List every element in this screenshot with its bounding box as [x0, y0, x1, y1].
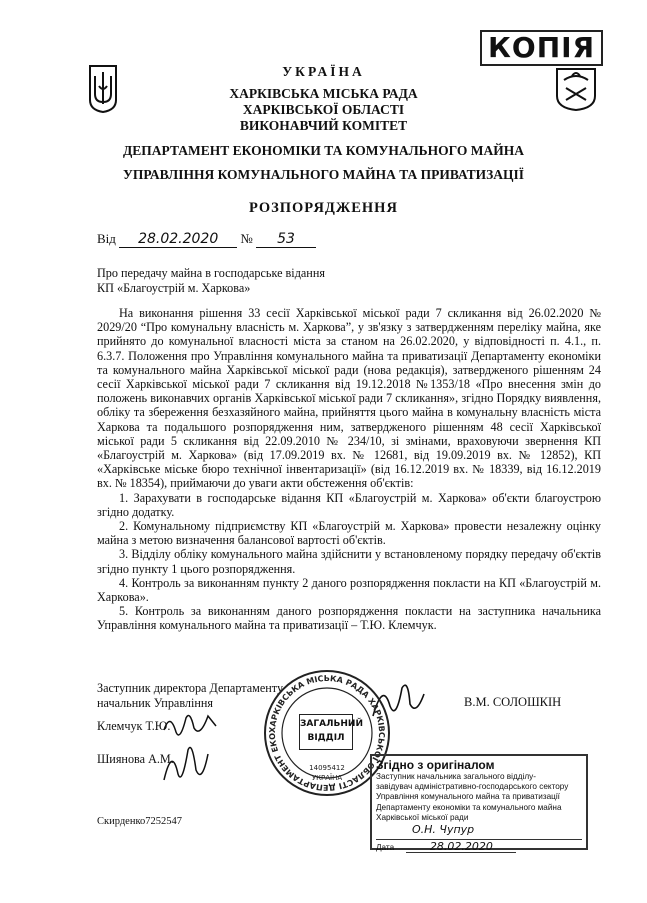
item-2: 2. Комунальному підприємству КП «Благоустрій м. Харкова» провести незалежну оцінку майна з метою визначення балансової вартості об'єктів. [97, 519, 601, 548]
approval-stamp-line4: Департаменту економіки та комунального майна [376, 802, 562, 812]
approval-stamp-line2: завідувач адміністративно-господарського сектору [376, 782, 569, 792]
approval-stamp-date-row [376, 842, 582, 853]
approver-1: Клемчук Т.Ю. [97, 719, 171, 733]
subject-line2: КП «Благоустрій м. Харкова» [97, 281, 251, 295]
approver-2: Шиянова А.М. [97, 752, 174, 766]
approval-stamp-signature: О.Н. Чупур [412, 823, 475, 837]
signer-name: В.М. СОЛОШКІН [464, 695, 562, 709]
item-4: 4. Контроль за виконанням пункту 2 даного розпорядження покласти на КП «Благоустрій м. Харкова». [97, 575, 601, 605]
council-line3: ВИКОНАВЧИЙ КОМІТЕТ [239, 118, 408, 133]
intro-paragraph: На виконання рішення 33 сесії Харківської міської ради 7 скликання від 26.02.2020 № 2029/20 “Про комунальну власність м. Харкова”, у зв'язку з затвердженням переліку майна, яке прийнято до комунальної власності міста за станом на 26.02.2020, у відповідності п. 4.1., п. 6.3.7. Положення про Управління комунального майна та приватизації Департаменту економіки та комунального майна Харківської міської ради (нова редакція), затвердженого рішенням 24 сесії Харківської міської ради 7 скликання від 19.12.2018 №1353/18 «Про внесення змін до положень виконавчих органів Харківської міської ради 7 скликання», згідно Порядку виявлення, обліку та збереження безхазяйного майна, прийняття цього майна в комунальну власність міста Харкова та подальшого розпорядження ним, затвердженого рішенням 48 сесії Харківської міської ради 5 скликання від 22.09.2010 № 234/10, зі змінами, враховуючи звернення КП «Благоустрій м. Харкова» (від 17.09.2019 вх. № 12681, від 19.09.2019 вх. № 12852), КП «Харківське міське бюро технічної інвентаризації» (від 16.12.2019 вх. № 18339, від 16.12.2019 вх. № 18354), приймаючи до уваги акти обстеження об'єктів: [97, 306, 601, 491]
number-value: 53 [256, 231, 316, 248]
approval-stamp-line3: Управління комунального майна та приватизації [376, 792, 560, 802]
date-line [97, 231, 316, 248]
subject-line1: Про передачу майна в господарське відання [97, 266, 325, 280]
subject [97, 266, 325, 296]
document-body [97, 306, 601, 633]
approver-2-signature [158, 740, 212, 788]
seal-bottom: УКРАЇНА [311, 774, 343, 782]
signer-position [97, 681, 283, 711]
council-line1: ХАРКІВСЬКА МІСЬКА РАДА [229, 86, 418, 101]
item-3: 3. Відділу обліку комунального майна здійснити у встановленому порядку передачу об'єктів згідно пункту 1 цього розпорядження. [97, 547, 601, 576]
approval-stamp [370, 754, 588, 854]
approval-stamp-line5: Харківської міської ради [376, 812, 469, 822]
approval-stamp-title: Згідно з оригіналом [376, 758, 495, 772]
number-label: № [240, 231, 253, 246]
approver-1-signature [160, 708, 220, 744]
signer-position-line1: Заступник директора Департаменту [97, 681, 284, 695]
date-from-label: Від [97, 231, 116, 246]
seal-ring-text: ХАРКІВСЬКА МІСЬКА РАДА ХАРКІВСЬКОЇ ОБЛАСТІ ДЕПАРТАМЕНТ ЕКО [267, 673, 387, 793]
executor-line: Скирденко7252547 [97, 816, 183, 827]
item-5: 5. Контроль за виконанням даного розпорядження покласти на заступника начальника Управління комунального майна та приватизації – Т.Ю. Клемчук. [97, 604, 601, 633]
seal-center-box [299, 714, 363, 750]
seal-center-line2: ВІДДІЛ [307, 733, 345, 743]
council-line2: ХАРКІВСЬКОЇ ОБЛАСТІ [242, 102, 405, 117]
item-1: 1. Зарахувати в господарське відання КП «Благоустрій м. Харкова» об'єкти благоустрою згідно додатку. [97, 490, 601, 519]
approval-stamp-signature-row [376, 825, 582, 840]
approval-stamp-line1: Заступник начальника загального відділу- [376, 772, 536, 781]
country-title: УКРАЇНА [282, 64, 365, 79]
date-value: 28.02.2020 [119, 231, 237, 248]
directorate-title: УПРАВЛІННЯ КОМУНАЛЬНОГО МАЙНА ТА ПРИВАТИЗАЦІЇ [123, 167, 524, 182]
approval-stamp-date: 28.02.2020 [406, 842, 516, 853]
seal-code: 14095412 [309, 764, 345, 772]
department-title: ДЕПАРТАМЕНТ ЕКОНОМІКИ ТА КОМУНАЛЬНОГО МАЙНА [123, 143, 524, 158]
seal-center-line1: ЗАГАЛЬНИЙ [300, 719, 363, 729]
approval-stamp-date-label: Дата [376, 843, 395, 853]
signer-position-line2: начальник Управління [97, 696, 214, 710]
document-type: РОЗПОРЯДЖЕННЯ [249, 200, 398, 216]
copy-stamp: КОПІЯ [480, 30, 603, 66]
